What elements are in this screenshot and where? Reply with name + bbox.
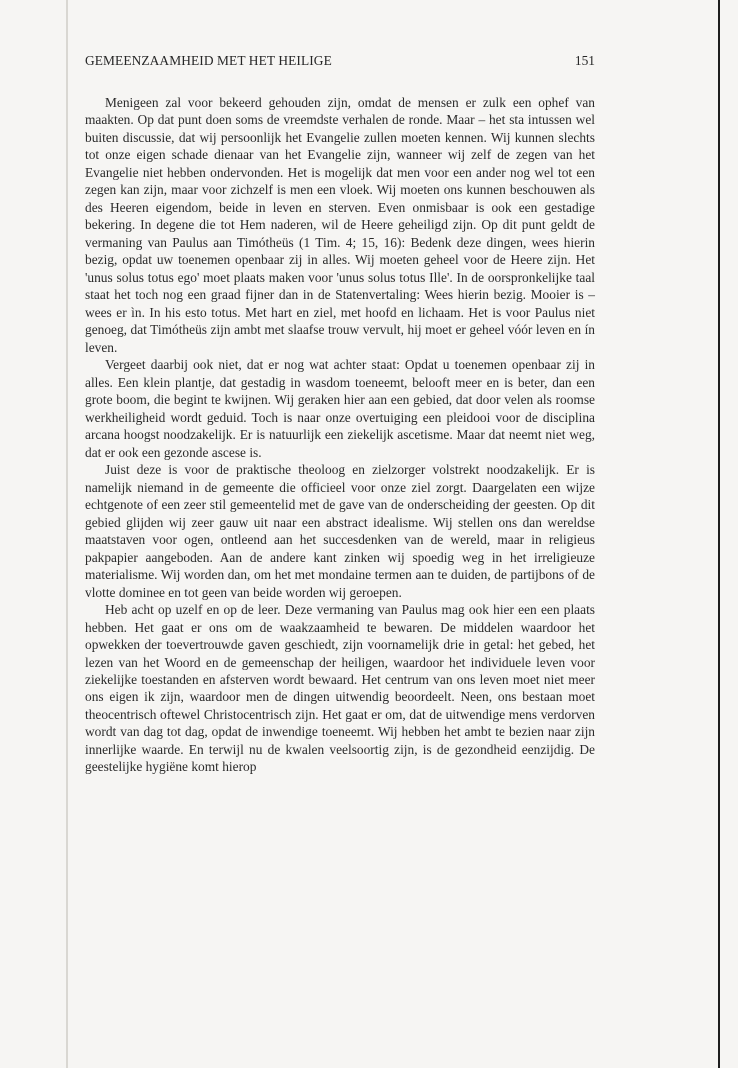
paragraph: Juist deze is voor de praktische theoloog en zielzorger volstrekt noodzakelijk. Er is namelijk niemand in de gemeente die officieel voor onze ziel zorgt. Daargelaten een wijze echtgenote of een zeer stil gemeentelid met de gave van de onderscheiding der geesten. Op dit gebied glijden wij zeer gauw uit naar een abstract idealisme. Wij stellen ons dan wereldse maatstaven voor ogen, ontleend aan het succesdenken van de wereld, maar in religieus pakpapier aangeboden. Aan de andere kant zinken wij spoedig weg in het irreligieuze materialisme. Wij worden dan, om het met mondaine termen aan te duiden, de partijbons of de vlotte dominee en tot geen van beide worden wij geroepen. — [85, 462, 595, 600]
running-header — [85, 53, 595, 73]
paragraph: Vergeet daarbij ook niet, dat er nog wat achter staat: Opdat u toenemen openbaar zij in alles. Een klein plantje, dat gestadig in wasdom toeneemt, belooft meer en is beter, dan een grote boom, die begint te kwijnen. Wij geraken hier aan een gebied, dat door velen als roomse werkheiligheid wordt geduid. Toch is naar onze overtuiging een pleidooi voor de disciplina arcana hoogst noodzakelijk. Er is natuurlijk een ziekelijk ascetisme. Maar dat neemt niet weg, dat er ook een gezonde ascese is. — [85, 357, 595, 460]
page-number: 151 — [574, 53, 595, 68]
book-spine-edge — [718, 0, 720, 1068]
body-text — [85, 94, 595, 776]
paragraph: Heb acht op uzelf en op de leer. Deze vermaning van Paulus mag ook hier een een plaats hebben. Het gaat er ons om de waakzaamheid te bewaren. De middelen waardoor het opwekken der toevertrouwde gaven geschiedt, zijn voornamelijk drie in getal: het gebed, het lezen van het Woord en de gemeenschap der heiligen, waardoor het individuele leven voor ziekelijke toestanden en afsterven wordt bewaard. Het centrum van ons leven moet niet meer ons eigen ik zijn, waardoor men de dingen uitwendig beoordeelt. Neen, ons bestaan moet theocentrisch oftewel Christocentrisch zijn. Het gaat er om, dat de uitwendige mens verdorven wordt van dag tot dag, opdat de inwendige toeneemt. Wij hebben het ambt te bezien naar zijn innerlijke waarde. En terwijl nu de kwalen veelsoortig zijn, is de gezondheid eenzijdig. De geestelijke hygiëne komt hierop — [85, 602, 595, 775]
paragraph: Menigeen zal voor bekeerd gehouden zijn, omdat de mensen er zulk een ophef van maakten. Op dat punt doen soms de vreemdste verhalen de ronde. Maar – het sta intussen wel buiten discussie, dat wij persoonlijk het Evangelie zullen moeten kennen. Wij kunnen slechts tot onze eigen schade dienaar van het Evangelie zijn, wanneer wij zelf de zegen van het Evangelie niet hebben ondervonden. Het is mogelijk dat men voor een ander nog wel tot een zegen kan zijn, maar voor zichzelf is men een vloek. Wij moeten ons kunnen beschouwen als des Heeren eigendom, beide in leven en sterven. Even onmisbaar is ook een gestadige bekering. In degene die tot Hem naderen, wil de Heere geheiligd zijn. Op dit punt geldt de vermaning van Paulus aan Timótheüs (1 Tim. 4; 15, 16): Bedenk deze dingen, wees hierin bezig, opdat uw toenemen openbaar zij in alles. Wij moeten geheel voor de Heere zijn. Het 'unus solus totus ego' moet plaats maken voor 'unus solus totus Ille'. In de oorspronkelijke taal staat het toch nog een graad fijner dan in de Statenvertaling: Wees hierin bezig. Mooier is – wees er ìn. In his esto totus. Met hart en ziel, met hoofd en lichaam. Het is voor Paulus niet genoeg, dat Timótheüs zijn ambt met slaafse trouw vervult, hij moet er geheel vóór leven en ín leven. — [85, 95, 595, 355]
page-left-edge — [66, 0, 68, 1068]
running-title: GEMEENZAAMHEID MET HET HEILIGE — [85, 53, 332, 68]
